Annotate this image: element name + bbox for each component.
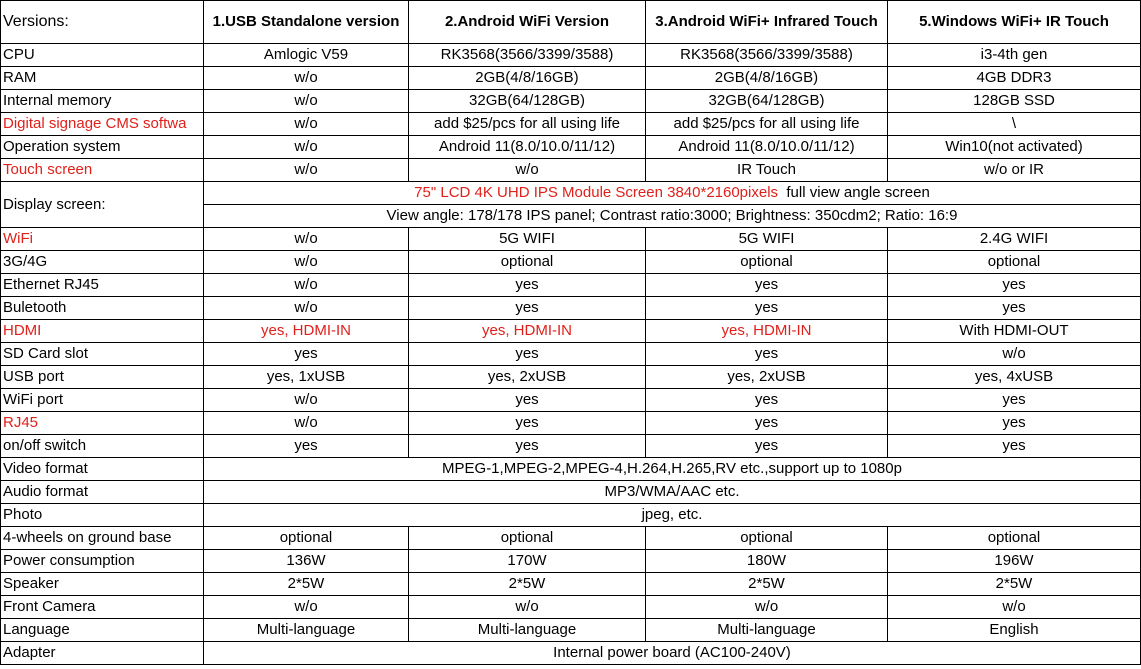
table-cell: yes	[888, 297, 1141, 320]
table-cell: w/o	[204, 67, 409, 90]
row-label: Power consumption	[1, 550, 204, 573]
row-label: RAM	[1, 67, 204, 90]
table-row	[1, 136, 1141, 159]
table-cell: optional	[888, 527, 1141, 550]
header-row	[1, 1, 1141, 44]
table-cell: Multi-language	[409, 619, 646, 642]
row-label: Display screen:	[1, 182, 204, 228]
row-label: Language	[1, 619, 204, 642]
row-label: Touch screen	[1, 159, 204, 182]
table-row	[1, 481, 1141, 504]
row-label: Adapter	[1, 642, 204, 665]
table-cell: w/o	[204, 389, 409, 412]
table-row	[1, 642, 1141, 665]
table-row	[1, 435, 1141, 458]
table-cell: yes, HDMI-IN	[646, 320, 888, 343]
table-cell: Android 11(8.0/10.0/11/12)	[409, 136, 646, 159]
table-cell: yes	[204, 343, 409, 366]
row-label: Internal memory	[1, 90, 204, 113]
table-cell: 2*5W	[204, 573, 409, 596]
table-cell: yes	[646, 389, 888, 412]
table-cell: w/o	[204, 159, 409, 182]
table-row	[1, 573, 1141, 596]
table-cell: yes, 4xUSB	[888, 366, 1141, 389]
spanning-cell: jpeg, etc.	[204, 504, 1141, 527]
row-label: RJ45	[1, 412, 204, 435]
table-cell: optional	[888, 251, 1141, 274]
table-cell: optional	[646, 251, 888, 274]
row-label: Digital signage CMS softwa	[1, 113, 204, 136]
table-row	[1, 320, 1141, 343]
table-cell: w/o or IR	[888, 159, 1141, 182]
table-cell: yes	[409, 274, 646, 297]
column-header-windows: 5.Windows WiFi+ IR Touch	[888, 1, 1141, 44]
table-row	[1, 366, 1141, 389]
display-panel-text: 75" LCD 4K UHD IPS Module Screen 3840*2160pixels	[414, 184, 779, 201]
table-row	[1, 389, 1141, 412]
table-cell: yes, 2xUSB	[409, 366, 646, 389]
row-label: CPU	[1, 44, 204, 67]
table-cell: w/o	[204, 113, 409, 136]
table-cell: Win10(not activated)	[888, 136, 1141, 159]
table-row	[1, 159, 1141, 182]
table-cell: yes, HDMI-IN	[409, 320, 646, 343]
table-cell: 2GB(4/8/16GB)	[646, 67, 888, 90]
table-cell: 2GB(4/8/16GB)	[409, 67, 646, 90]
table-cell: yes	[409, 297, 646, 320]
table-row	[1, 412, 1141, 435]
row-label: 4-wheels on ground base	[1, 527, 204, 550]
table-row	[1, 504, 1141, 527]
table-row	[1, 182, 1141, 205]
table-cell: With HDMI-OUT	[888, 320, 1141, 343]
row-label: WiFi port	[1, 389, 204, 412]
table-cell: Multi-language	[204, 619, 409, 642]
table-cell: yes	[646, 343, 888, 366]
row-label: Operation system	[1, 136, 204, 159]
table-cell: yes	[409, 435, 646, 458]
table-cell: 128GB SSD	[888, 90, 1141, 113]
column-header-android-ir: 3.Android WiFi+ Infrared Touch	[646, 1, 888, 44]
table-cell: optional	[204, 527, 409, 550]
table-cell: 2.4G WIFI	[888, 228, 1141, 251]
table-cell: yes	[204, 435, 409, 458]
table-cell: yes	[888, 412, 1141, 435]
table-cell: w/o	[204, 228, 409, 251]
row-label: on/off switch	[1, 435, 204, 458]
table-cell: w/o	[204, 90, 409, 113]
display-angle-spec: View angle: 178/178 IPS panel; Contrast ratio:3000; Brightness: 350cdm2; Ratio: 16:9	[204, 205, 1141, 228]
display-view-text: full view angle screen	[786, 184, 930, 201]
row-label: Audio format	[1, 481, 204, 504]
table-cell: RK3568(3566/3399/3588)	[409, 44, 646, 67]
table-row	[1, 297, 1141, 320]
versions-label: Versions:	[1, 1, 204, 44]
table-cell: 2*5W	[888, 573, 1141, 596]
row-label: Speaker	[1, 573, 204, 596]
row-label: 3G/4G	[1, 251, 204, 274]
table-cell: yes	[409, 412, 646, 435]
table-row	[1, 596, 1141, 619]
table-cell: w/o	[888, 343, 1141, 366]
table-cell: 170W	[409, 550, 646, 573]
table-cell: yes	[409, 389, 646, 412]
table-cell: Multi-language	[646, 619, 888, 642]
table-cell: 180W	[646, 550, 888, 573]
table-cell: yes	[409, 343, 646, 366]
table-cell: Android 11(8.0/10.0/11/12)	[646, 136, 888, 159]
table-cell: 4GB DDR3	[888, 67, 1141, 90]
row-label: Photo	[1, 504, 204, 527]
table-cell: 32GB(64/128GB)	[409, 90, 646, 113]
row-label: HDMI	[1, 320, 204, 343]
row-label: Ethernet RJ45	[1, 274, 204, 297]
table-row	[1, 458, 1141, 481]
table-cell: yes	[646, 297, 888, 320]
table-row	[1, 550, 1141, 573]
row-label: Buletooth	[1, 297, 204, 320]
table-row	[1, 67, 1141, 90]
table-cell: w/o	[204, 412, 409, 435]
table-cell: 196W	[888, 550, 1141, 573]
table-cell: add $25/pcs for all using life	[409, 113, 646, 136]
row-label: Front Camera	[1, 596, 204, 619]
table-cell: yes	[888, 389, 1141, 412]
table-cell: English	[888, 619, 1141, 642]
table-cell: i3-4th gen	[888, 44, 1141, 67]
table-row	[1, 527, 1141, 550]
table-cell: w/o	[204, 297, 409, 320]
table-cell: yes	[646, 274, 888, 297]
table-cell: 2*5W	[409, 573, 646, 596]
table-cell: Amlogic V59	[204, 44, 409, 67]
table-cell: 32GB(64/128GB)	[646, 90, 888, 113]
table-cell: w/o	[888, 596, 1141, 619]
table-cell: w/o	[646, 596, 888, 619]
table-cell: 136W	[204, 550, 409, 573]
table-cell: yes	[888, 435, 1141, 458]
spanning-cell: MP3/WMA/AAC etc.	[204, 481, 1141, 504]
table-cell: w/o	[204, 136, 409, 159]
table-cell: yes	[646, 435, 888, 458]
table-cell: RK3568(3566/3399/3588)	[646, 44, 888, 67]
table-cell: w/o	[204, 251, 409, 274]
spanning-cell: Internal power board (AC100-240V)	[204, 642, 1141, 665]
table-cell: 5G WIFI	[646, 228, 888, 251]
table-cell: yes, 2xUSB	[646, 366, 888, 389]
table-cell: IR Touch	[646, 159, 888, 182]
table-row	[1, 251, 1141, 274]
table-cell: optional	[646, 527, 888, 550]
column-header-android-wifi: 2.Android WiFi Version	[409, 1, 646, 44]
row-label: Video format	[1, 458, 204, 481]
row-label: USB port	[1, 366, 204, 389]
table-row	[1, 90, 1141, 113]
column-header-usb: 1.USB Standalone version	[204, 1, 409, 44]
table-cell: yes	[646, 412, 888, 435]
table-row	[1, 343, 1141, 366]
row-label: WiFi	[1, 228, 204, 251]
table-cell: w/o	[409, 159, 646, 182]
table-row	[1, 274, 1141, 297]
table-cell: w/o	[409, 596, 646, 619]
table-cell: 2*5W	[646, 573, 888, 596]
row-label: SD Card slot	[1, 343, 204, 366]
table-row	[1, 113, 1141, 136]
table-cell: yes, HDMI-IN	[204, 320, 409, 343]
table-cell: optional	[409, 527, 646, 550]
table-cell: w/o	[204, 596, 409, 619]
table-cell: optional	[409, 251, 646, 274]
spanning-cell: MPEG-1,MPEG-2,MPEG-4,H.264,H.265,RV etc.,support up to 1080p	[204, 458, 1141, 481]
table-row	[1, 228, 1141, 251]
table-cell: yes	[888, 274, 1141, 297]
table-cell: 5G WIFI	[409, 228, 646, 251]
table-cell: \	[888, 113, 1141, 136]
table-row	[1, 44, 1141, 67]
table-row	[1, 619, 1141, 642]
table-cell: yes, 1xUSB	[204, 366, 409, 389]
table-cell: add $25/pcs for all using life	[646, 113, 888, 136]
table-cell: w/o	[204, 274, 409, 297]
display-screen-spec	[204, 182, 1141, 205]
